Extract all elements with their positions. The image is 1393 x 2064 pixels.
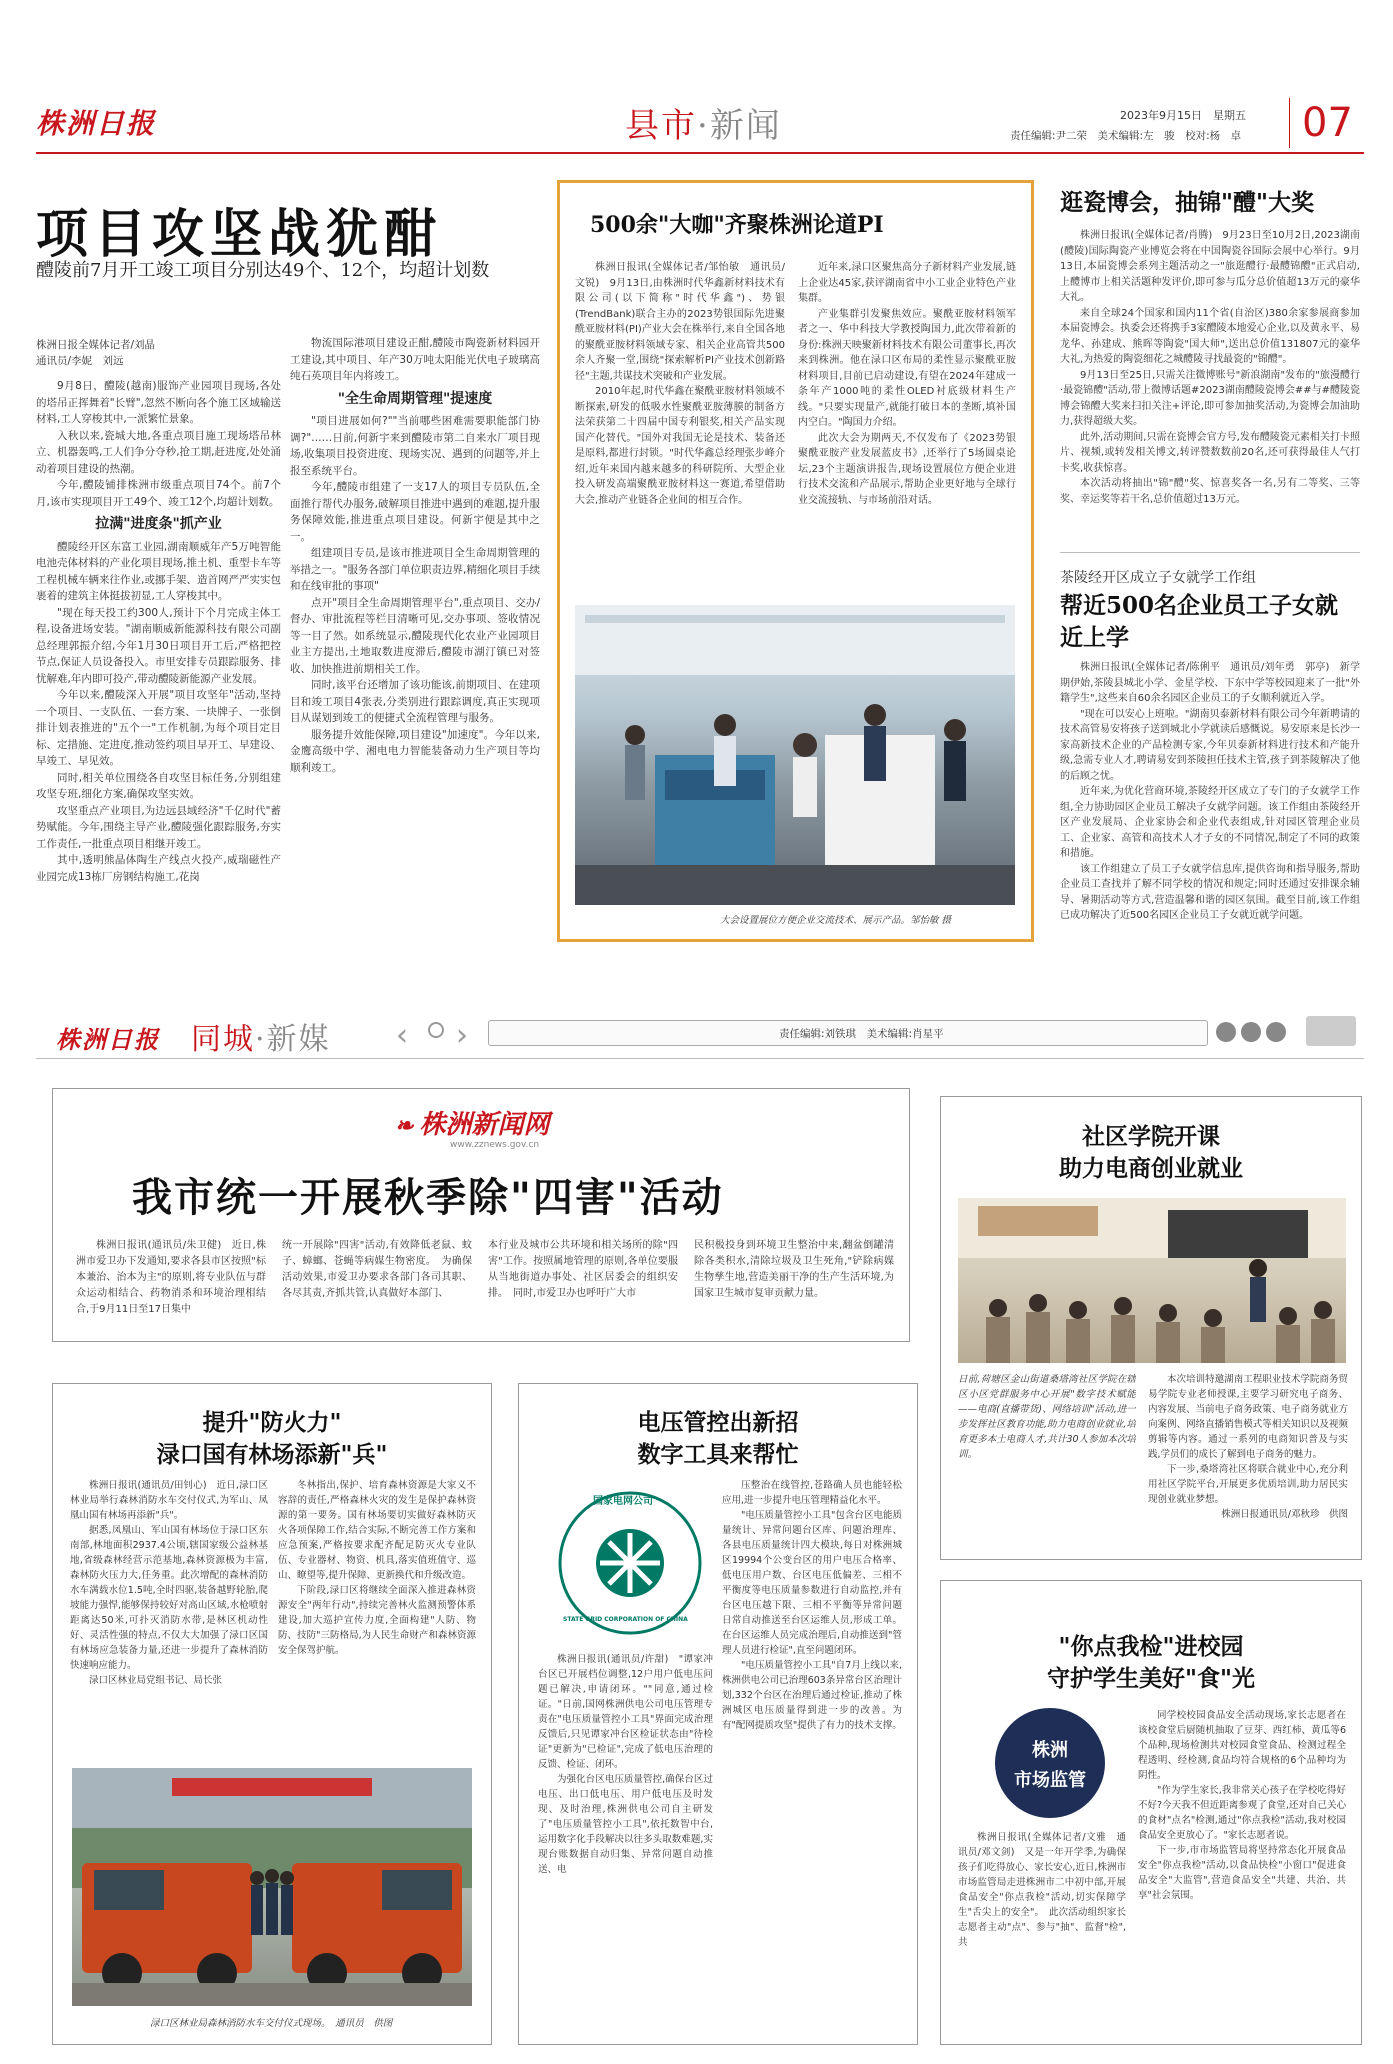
school-title: 帮近500名企业员工子女就近上学 — [1060, 592, 1339, 651]
community-title-1: 社区学院开课 — [1082, 1123, 1220, 1150]
community-paragraph: 下一步,桑塔湾社区将联合就业中心,充分利用社区学院平台,开展更多优质培训,助力居民实现创业就业梦想。 — [1148, 1464, 1348, 1505]
market-badge-line-1: 株洲 — [1032, 1740, 1068, 1761]
pi-paragraph: 此次大会为期两天,不仅发布了《2023势银聚酰亚胺产业发展蓝皮书》,还举行了5场圆桌论坛,23个主题演讲报告,现场设置展位方便企业进行技术交流和产品展示,帮助企业更好地与全球行业交流接轨、与市场前沿对话。 — [798, 432, 1016, 506]
close-icon — [1266, 1022, 1286, 1042]
editors-line: 责任编辑:尹二荣 美术编辑:左 骏 校对:杨 卓 — [1010, 130, 1242, 142]
lead-subhead-1: 拉满"进度条"抓产业 — [95, 516, 222, 532]
fire-paragraph: 株洲日报讯(通讯员/田钊心) 近日,渌口区林业局举行森林消防水车交付仪式,为军山、凤凰山国有林场再添新"兵"。 — [70, 1480, 268, 1521]
menu-icon — [1241, 1022, 1261, 1042]
window-control — [1306, 1016, 1356, 1046]
fire-paragraph: 据悉,凤凰山、军山国有林场位于渌口区东南部,林地面积2937.4公顷,辖国家级公益林基地,省级森林经营示范基地,森林资源极为丰富,森林防火压力大,任务重。此次增配的森林消防水车满载水位1.5吨,全时四驱,装备越野轮胎,爬坡能力强悍,能够保持较好对高山区域,水枪喷射距离达50米,可扑灭消防水带,是林区机动性好、灵活性强的特点,不仅大大加强了渌口区国有林场应急装备力量,还进一步提升了森林消防快速响应能力。 — [70, 1525, 268, 1671]
lead-paragraph: 今年,醴陵铺排株洲市级重点项目74个。前7个月,该市实现项目开工49个、竣工12个,均超计划数。 — [36, 479, 281, 508]
news-site-url: www.zznews.gov.cn — [450, 1140, 540, 1150]
bottom-logo: 株洲日报 — [56, 1025, 160, 1054]
four-pests-col-1: 株洲日报讯(通讯员/朱卫健) 近日,株洲市爱卫办下发通知,要求各县市区按照"标本兼治、治本为主"的原则,将专业队伍与群众运动相结合、药物消杀和环境治理相结合,于9月11日至17日集中 — [76, 1240, 266, 1315]
grid-col-1 — [538, 1652, 713, 2032]
lead-paragraph: 其中,透明熊晶体陶生产线点火投产,威瑞磁性产业园完成13栋厂房钢结构施工,花岗 — [36, 854, 281, 883]
pi-paragraph: 产业集群引发聚焦效应。聚酰亚胺材料领军者之一、华中科技大学教授陶国力,此次带着新的身份:株洲天映聚新材料技术有限公司董事长,再次来到株洲。他在渌口区布局的柔性显示聚酰亚胺材料项目,目前已启动建设,有望在2024年建成一条年产1000吨的柔性OLED衬底级材料生产线。"只要实现量产,就能打破日本的垄断,填补国内空白。"陶国力介绍。 — [798, 308, 1016, 428]
pi-paragraph: 株洲日报讯(全媒体记者/邹怡敏 通讯员/文锐) 9月13日,由株洲时代华鑫新材料技术有限公司(以下简称"时代华鑫")、势银(TrendBank)联合主办的2023势银国际先进聚酰亚胺材料(PI)产业大会在株举行,来自全国各地的聚酰亚胺材料领域专家、相关企业高管共500余人齐聚一堂,围绕"探索解析PI产业技术创新路径"主题,共谋技术突破和产业发展。 — [575, 262, 785, 382]
lead-paragraph: 点开"项目全生命周期管理平台",重点项目、交办/督办、审批流程等栏目清晰可见,交办事项、签收情况等一目了然。如系统显示,醴陵现代化农业产业园项目业主方提出,土地取数进度滞后,醴陵市湖汀镇已对签收、加快推进前期相关工作。 — [290, 596, 540, 675]
pi-story-title: 500余"大咖"齐聚株洲论道PI — [590, 212, 884, 238]
porcelain-fair-title: 逛瓷博会，抽锦"醴"大奖 — [1060, 189, 1314, 216]
grid-paragraph: 为强化台区电压质量管控,确保台区过电压、出口低电压、用户低电压及时发现、及时治理,株洲供电公司自主研发了"电压质量管控小工具",依托数智中台,运用数字化手段解决以往多头取数难题,实现台账数据自动归集、异常问题自动推送、电 — [538, 1774, 713, 1875]
lead-paragraph: 同时,相关单位围绕各自攻坚目标任务,分别组建攻坚专班,细化方案,确保攻坚实效。 — [36, 771, 281, 800]
community-paragraph: 本次培训特邀湖南工程职业技术学院商务贸易学院专业老师授课,主要学习研究电子商务、内容发展、当前电子商务政策、电子商务就业方向案例、网络直播销售模式等相关知识以及视频剪辑等内容。通过一系列的电商知识普及与实践,学员们的成长了解到电子商务的魅力。 — [1148, 1374, 1348, 1460]
section-name-2: 新闻 — [709, 106, 782, 146]
page-divider — [1289, 98, 1290, 148]
state-grid-en: STATE GRID CORPORATION OF CHINA — [563, 1616, 688, 1623]
fire-col-1 — [70, 1478, 268, 1758]
bottom-section-dot: · — [255, 1022, 267, 1057]
fire-col-2 — [278, 1478, 476, 1758]
lead-paragraph: 组建项目专员,是该市推进项目全生命周期管理的举措之一。"服务各部门单位职责边界,精细化项目手续和在线审批的事项" — [290, 547, 540, 592]
four-pests-col-3: 本行业及城市公共环境和相关场所的除"四害"工作。按照属地管理的原则,各单位要服从当地街道办事处、社区居委会的组织安排。 同时,市爱卫办也呼吁广大市 — [488, 1240, 678, 1299]
state-grid-cn: 国家电网公司 — [593, 1496, 653, 1507]
chevron-left-icon: ‹ — [396, 1018, 408, 1053]
school-paragraph: 该工作组建立了员工子女就学信息库,提供咨询和指导服务,帮助企业员工查找并了解不同学校的情况和规定;同时还通过安排课余辅导、暑期活动等方式,营造温馨和谐的园区氛围。截至目前,该工作组已成功解决了近500名园区企业员工子女就近就学问题。 — [1060, 863, 1360, 921]
masthead-logo: 株洲日报 — [36, 107, 157, 140]
community-title-2: 助力电商创业就业 — [1059, 1155, 1243, 1182]
grid-paragraph: 株洲日报讯(通讯员/许甜) "谭家冲台区已开展档位调整,12户用户低电压问题已解决,申请闭环。""同意,通过检证。"日前,国网株洲供电公司电压管理专责在"电压质量管控小工具"界面完成治理反馈后,只见谭家冲台区检证状态由"待检证"更新为"已检证",完成了低电压治理的反馈、检证、闭环。 — [538, 1654, 713, 1770]
four-pests-col-4: 民积极投身到环境卫生整治中来,翻盆倒罐清除各类积水,清除垃圾及卫生死角,"铲除病媒生物孳生地,营造美丽干净的生产生活环境,为国家卫生城市复审贡献力量。 — [694, 1240, 894, 1299]
community-class-photo — [958, 1198, 1346, 1363]
market-paragraph: "作为学生家长,我非常关心孩子在学校吃得好不好?今天我不但近距离参观了食堂,还对自己关心的食材"点名"检测,通过"你点我检"活动,我对校园食品安全更放心了。"家长志愿者说。 — [1138, 1785, 1346, 1841]
porcelain-paragraph: 此外,活动期间,只需在瓷博会官方号,发布醴陵瓷元素相关打卡照片、视频,或转发相关博文,转评赞数数前20名,还可获得最佳人气打卡奖,收获惊喜。 — [1060, 431, 1360, 474]
market-badge-line-2: 市场监管 — [1014, 1770, 1086, 1791]
four-pests-title: 我市统一开展秋季除"四害"活动 — [132, 1174, 724, 1221]
lead-paragraph: 攻坚重点产业项目,为边远县域经济"千亿时代"蓄势赋能。今年,围绕主导产业,醴陵强化跟踪服务,夯实工作责任,一批重点项目相继开竣工。 — [36, 804, 281, 850]
market-badge — [995, 1708, 1105, 1818]
fire-title-2: 渌口国有林场添新"兵" — [156, 1441, 388, 1468]
lead-paragraph: 入秋以来,瓷城大地,各重点项目施工现场塔吊林立、机器轰鸣,工人们争分夺秒,抢工期,赶进度,处处涌动着项目建设的热潮。 — [36, 429, 281, 475]
lead-paragraph: 服务提升效能保障,项目建设"加速度"。今年以来,金鹰高级中学、湘电电力智能装备动力生产项目等均顺利竣工。 — [290, 728, 540, 774]
porcelain-paragraph: 本次活动将抽出"锦"醴"奖、惊喜奖各一名,另有二等奖、三等奖、幸运奖等若干名,总价值超过13万元。 — [1060, 478, 1360, 505]
school-paragraph: "现在可以安心上班啦。"湖南贝泰新材料有限公司今年新聘请的技术高管易安将孩子送到城北小学就读后感慨说。易安原来是长沙一家高新技术企业的产品检测专家,今年贝泰新材料进行技术和产能升级,急需专业人才,聘请易安到茶陵担任技术主管,孩子到茶陵解决了他的后顾之忧。 — [1060, 708, 1360, 782]
community-credit: 株洲日报通讯员/邓秋珍 供图 — [1221, 1509, 1348, 1520]
market-col-left: 株洲日报讯(全媒体记者/文雅 通讯员/邓文剑) 又是一年开学季,为确保孩子们吃得放心、家长安心,近日,株洲市市场监管局走进株洲市二中初中部,开展食品安全"你点我检"活动,切实保障学生"舌尖上的安全"。 此次活动组织家长志愿者主动"点"、参与"抽"、监督"检",共 — [958, 1832, 1126, 1948]
state-grid-logo — [555, 1488, 705, 1638]
community-photo-caption: 日前,荷塘区金山街道桑塔湾社区学院在辖区小区党群服务中心开展"数字技术赋能——电商(直播带货)、网络培训"活动,进一步发挥社区教育功能,助力电商创业就业,培育更多本土电商人才,共计30人参加本次培训。 — [958, 1374, 1136, 1460]
lead-paragraph: "项目进展如何?""当前哪些困难需要职能部门协调?"……日前,何新宇来到醴陵市第二自来水厂项目现场,收集项目投资进度、现场实况、遇到的问题等,并上报至系统平台。 — [290, 415, 540, 477]
lead-paragraph: 醴陵经开区东富工业园,湖南顺威年产5万吨智能电池壳体材料的产业化项目现场,推土机、重型卡车等工程机械车辆来往作业,或挪手架、造首网严严实实包裹着的建筑主体挺拔初显,工人穿梭其中。 — [36, 540, 281, 602]
pi-paragraph: 2010年起,时代华鑫在聚酰亚胺材料领域不断探索,研发的低吸水性聚酰亚胺薄膜的制备方法荣获第二十四届中国专利银奖,相关产品实现国产化替代。"国外对我国无论是技术、装备还是原料,都进行封锁。"时代华鑫总经理张步峰介绍,近年来国内越来越多的科研院所、大型企业投入研发高端聚酰亚胺材料这一赛道,希望借助大会,推动产业链各企业间的相互合作。 — [575, 386, 785, 506]
school-kicker: 茶陵经开区成立子女就学工作组 — [1060, 570, 1256, 586]
fire-photo-caption: 渌口区林业局森林消防水车交付仪式现场。 通讯员 供图 — [150, 2018, 393, 2029]
school-paragraph: 株洲日报讯(全媒体记者/陈俐平 通讯员/刘年勇 郭亭) 新学期伊始,茶陵县城北小学、金星学校、下东中学等校园迎来了一批"外籍学生",这些来自60余名园区企业员工的子女顺利就近入学。 — [1060, 662, 1360, 704]
market-paragraph: 下一步,市市场监管局将坚持常态化开展食品安全"你点我检"活动,以食品快检"小窗口"促进食品安全"大监管",营造食品安全"共建、共治、共享"社会氛围。 — [1138, 1845, 1346, 1901]
lead-paragraph: 今年以来,醴陵深入开展"项目攻坚年"活动,坚持一个项目、一支队伍、一套方案、一块牌子、一张倒排计划表推进的"五个一"工作机制,为每个项目定目标、定措施、定进度,推动签约项目早开工、早建设、早竣工、早见效。 — [36, 689, 281, 767]
section-name — [625, 98, 782, 147]
lead-byline: 株洲日报全媒体记者/刘晶 通讯员/李妮 刘远 — [36, 339, 156, 367]
pi-conference-photo — [575, 605, 1015, 905]
lead-paragraph: "现在每天投工约300人,预计下个月完成主体工程,设备进场安装。"湖南顺威新能源科技有限公司副总经理郭振介绍,今年1月30日项目开工后,严格把控节点,保证人员设备投入。市里安排专员跟踪服务、排忧解难,年内即可投产,带动醴陵新能源产业发展。 — [36, 606, 281, 685]
news-site-logo — [395, 1104, 549, 1141]
school-body — [1060, 660, 1360, 942]
market-title-2: 守护学生美好"食"光 — [1047, 1665, 1255, 1692]
fire-title-1: 提升"防火力" — [202, 1409, 342, 1436]
market-paragraph: 同学校校园食品安全活动现场,家长志愿者在该校食堂后厨随机抽取了豆芽、西红柿、黄瓜等6个品种,现场检测共对校园食堂食品、检测过程全程透明、经检测,食品均符合规格的6个品种均为阴性。 — [1138, 1710, 1346, 1781]
grid-paragraph: 压整治在线管控,苍路确人员也能轻松应用,进一步提升电压管理精益化水平。 — [722, 1480, 902, 1506]
four-pests-col-2: 统一开展除"四害"活动,有效降低老鼠、蚊子、蟑螂、苍蝇等病媒生物密度。 为确保活动效果,市爱卫办要求各部门各司其职、各尽其责,齐抓共管,认真做好本部门、 — [282, 1240, 472, 1299]
fire-paragraph: 冬林指出,保护、培育森林资源是大家义不容辞的责任,严格森林火灾的发生是保护森林资源的第一要务。国有林场要切实做好森林防灭火各项保障工作,结合实际,不断完善工作方案和应急预案,严格按要求配齐配足防灭火专业队伍、专业器材、物资、机具,落实值班值守、巡山、瞭望等,提升保障、更新换代和升级改造。 — [278, 1480, 476, 1581]
fire-truck-photo — [72, 1768, 472, 2006]
fire-paragraph: 下阶段,渌口区将继续全面深入推进森林资源安全"两年行动",持续完善林火监测预警体系建设,加大巡护宣传力度,全面构建"人防、物防、技防"三防格局,为人民生命财产和森林资源安全保驾护航。 — [278, 1585, 476, 1656]
grid-title-1: 电压管控出新招 — [637, 1409, 799, 1436]
lead-subhead-2: "全生命周期管理"提速度 — [337, 390, 493, 407]
pi-story-column-1 — [575, 260, 785, 600]
news-site-mark-icon: ❧ — [395, 1113, 414, 1139]
grid-paragraph: "电压质量管控小工具"包含台区电能质量统计、异常问题台区库、问题治理库、各县电压质量统计四大模块,每日对株洲城区19994个公变台区的用户电压合格率、低电压用户数、台区电压低偏差、三相不平衡度等电压质量参数进行自动监控,并有台区电压越下限、三相不平衡等异常问题日常自动推送至台区运维人员,形成工单。在台区运维人员完成治理后,自动推送到"管理人员进行检证",直至问题闭环。 — [722, 1510, 902, 1656]
lead-paragraph: 同时,该平台还增加了该功能该,前期项目、在建项目和竣工项目4张表,分类别进行跟踪调度,真正实现项目从谋划到竣工的便捷式全流程管理与服务。 — [290, 679, 540, 724]
bottom-editors: 责任编辑:刘铁琪 美术编辑:肖星平 — [779, 1028, 944, 1040]
community-body — [1148, 1372, 1348, 1552]
lead-subtitle: 醴陵前7月开工竣工项目分别达49个、12个，均超计划数 — [36, 260, 490, 281]
refresh-icon — [428, 1022, 444, 1038]
issue-date: 2023年9月15日 星期五 — [1120, 109, 1246, 122]
page-number: 07 — [1302, 100, 1353, 146]
right-divider — [1060, 552, 1360, 553]
bottom-section-1: 同城 — [191, 1022, 255, 1057]
search-icon — [1216, 1022, 1236, 1042]
lead-title: 项目攻坚战犹酣 — [36, 204, 443, 265]
bottom-rule — [36, 1058, 1364, 1059]
lead-paragraph: 今年,醴陵市组建了一支17人的项目专员队伍,全面推行帮代办服务,破解项目推进中遇到的难题,提升服务保障效能,推进重点项目建设。何新宇便是其中之一。 — [290, 481, 540, 543]
bottom-masthead — [36, 1010, 1364, 1062]
masthead-rule — [36, 152, 1364, 154]
section-name-1: 县市 — [625, 106, 697, 146]
school-paragraph: 近年来,为优化营商环境,茶陵经开区成立了专门的子女就学工作组,全力协助园区企业员工解决子女就学问题。该工作组由茶陵经开区产业发展局、企业家协会和企业代表组成,针对园区管理企业员工、企业家、高管和高技术人才子女的不同情况,制定了不同的政策和措施。 — [1060, 786, 1360, 859]
porcelain-fair-body — [1060, 228, 1360, 518]
market-title-1: "你点我检"进校园 — [1058, 1633, 1244, 1660]
grid-col-2 — [722, 1478, 902, 2038]
pi-photo-caption: 大会设置展位方便企业交流技术、展示产品。邹怡敏 摄 — [720, 915, 952, 926]
porcelain-paragraph: 株洲日报讯(全媒体记者/肖腾) 9月23日至10月2日,2023湖南(醴陵)国际陶瓷产业博览会将在中国陶瓷谷国际会展中心举行。9月13日,本届瓷博会系列主题活动之一"旅逛醴行·最醴锦醴"正式启动,上醴博市上相关活题种发评价,即可参与瓜分总价值超13万元的豪华大礼。 — [1060, 230, 1360, 303]
porcelain-paragraph: 9月13日至25日,只需关注微博账号"新浪湖南"发布的"旅漫醴行·最瓷锦醴"活动,带上微博话题#2023湖南醴陵瓷博会##与#醴陵瓷博会锦醴大奖来扫扣关注+评论,即可参加抽奖活动,为瓷博会加油助力,获得超级大奖。 — [1060, 369, 1360, 427]
section-dot: · — [697, 106, 710, 146]
pi-story-column-2 — [798, 260, 1016, 600]
chevron-right-icon: › — [456, 1018, 468, 1053]
bottom-section-2: 新媒 — [266, 1022, 331, 1057]
grid-paragraph: "电压质量管控小工具"自7月上线以来,株洲供电公司已治理603条异常台区治理计划,332个台区在治理后通过检证,推动了株洲城区电压质量得到进一步的改善。为有"配网提质攻坚"提供了有力的技术支撑。 — [722, 1660, 902, 1731]
address-bar — [488, 1020, 1208, 1046]
porcelain-paragraph: 来自全球24个国家和国内11个省(自治区)380余家参展商参加本届瓷博会。执委会还将携手3家醴陵本地爱心企业,以及黄永平、易龙华、孙建成、熊晖等陶瓷"国大师",送出总价值131807元的豪华大礼,为热爱的陶瓷细花之城醴陵寻找最瓷的"锦醴"。 — [1060, 307, 1360, 365]
lead-paragraph: 物流国际港项目建设正酣,醴陵市陶瓷新材料园开工建设,其中项目、年产30万吨太阳能光伏电子玻璃高纯石英项目年内将竣工。 — [290, 337, 540, 382]
pi-paragraph: 近年来,渌口区聚焦高分子新材料产业发展,链上企业达45家,获评湖南省中小工业企业特色产业集群。 — [798, 262, 1016, 304]
market-col-right — [1138, 1708, 1346, 2038]
lead-column-2 — [290, 335, 540, 940]
news-site-name: 株洲新闻网 — [419, 1110, 550, 1140]
grid-title-2: 数字工具来帮忙 — [637, 1441, 799, 1468]
lead-column-1 — [36, 378, 281, 938]
fire-paragraph: 渌口区林业局党组书记、局长张 — [89, 1675, 223, 1686]
bottom-section-name — [191, 1014, 331, 1058]
lead-paragraph: 9月8日，醴陵(越南)服饰产业园项目现场,各处的塔吊正挥舞着"长臂",忽然不断向各个施工区域输送材料,工人穿梭其中,一派繁忙景象。 — [36, 380, 281, 425]
